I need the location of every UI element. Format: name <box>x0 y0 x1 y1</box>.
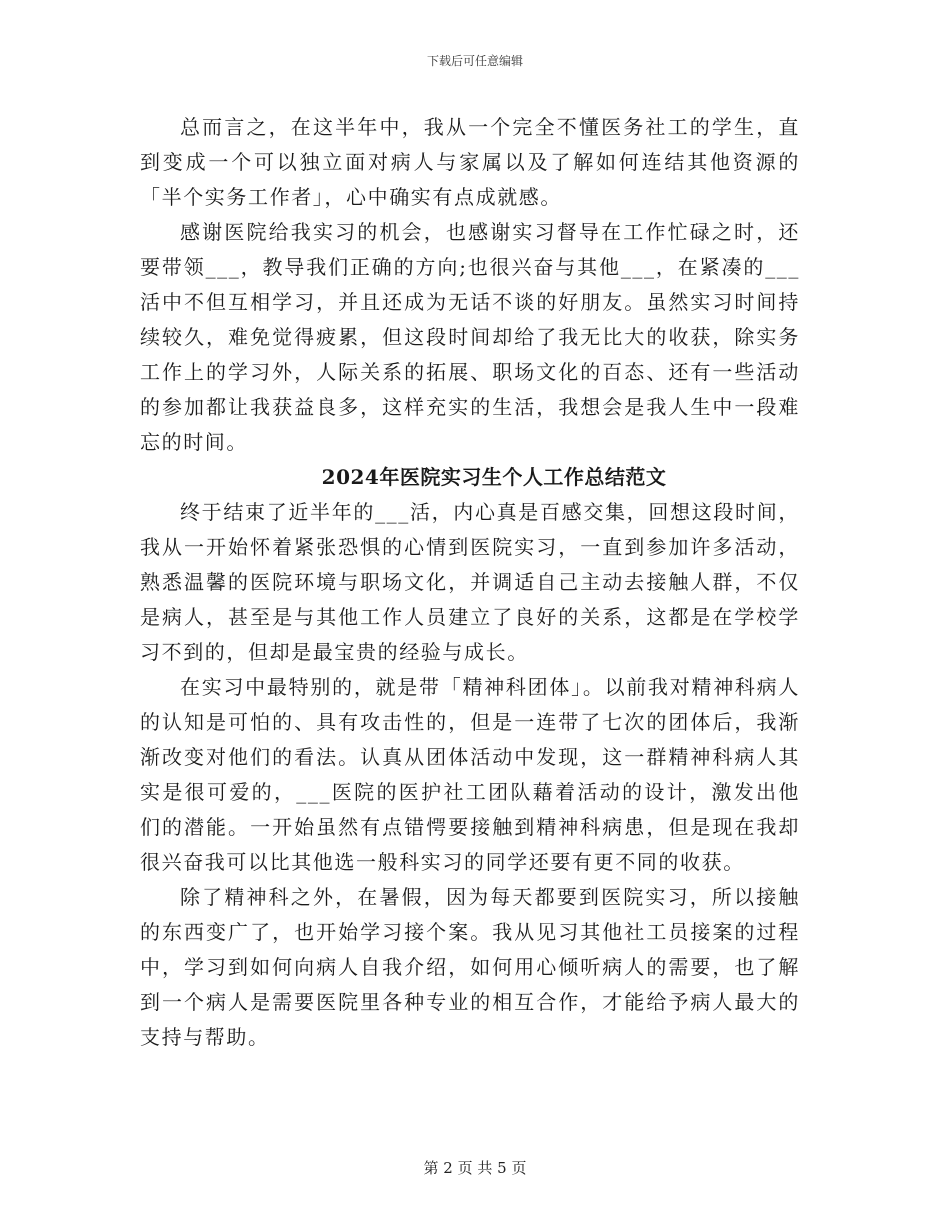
paragraph-summer-cases: 除了精神科之外，在暑假，因为每天都要到医院实习，所以接触的东西变广了，也开始学习接个案。我从见习其他社工员接案的过程中，学习到如何向病人自我介绍，如何用心倾听病人的需要，也了解到一个病人是需要医院里各种专业的相互合作，才能给予病人最大的支持与帮助。 <box>140 885 800 1049</box>
document-body <box>140 110 800 1055</box>
paragraph-thanks: 感谢医院给我实习的机会，也感谢实习督导在工作忙碌之时，还要带领___，教导我们正确的方向;也很兴奋与其他___，在紧凑的___活中不但互相学习，并且还成为无话不谈的好朋友。虽然实习时间持续较久，难免觉得疲累，但这段时间却给了我无比大的收获，除实务工作上的学习外，人际关系的拓展、职场文化的百态、还有一些活动的参加都让我获益良多，这样充实的生活，我想会是我人生中一段难忘的时间。 <box>140 220 800 454</box>
paragraph-summary: 总而言之，在这半年中，我从一个完全不懂医务社工的学生，直到变成一个可以独立面对病人与家属以及了解如何连结其他资源的「半个实务工作者」，心中确实有点成就感。 <box>140 115 800 209</box>
paragraph-psychiatry-group: 在实习中最特别的，就是带「精神科团体」。以前我对精神科病人的认知是可怕的、具有攻击性的，但是一连带了七次的团体后，我渐渐改变对他们的看法。认真从团体活动中发现，这一群精神科病人其实是很可爱的，___医院的医护社工团队藉着活动的设计，激发出他们的潜能。一开始虽然有点错愕要接触到精神科病患，但是现在我却很兴奋我可以比其他选一般科实习的同学还要有更不同的收获。 <box>140 675 800 874</box>
page-header: 下载后可任意编辑 <box>426 54 523 68</box>
page-number: 第 2 页 共 5 页 <box>423 1159 527 1177</box>
section-title: 2024年医院实习生个人工作总结范文 <box>321 465 667 489</box>
paragraph-intro: 终于结束了近半年的___活，内心真是百感交集，回想这段时间，我从一开始怀着紧张恐惧的心情到医院实习，一直到参加许多活动，熟悉温馨的医院环境与职场文化，并调适自己主动去接触人群，不仅是病人，甚至是与其他工作人员建立了良好的关系，这都是在学校学习不到的，但却是最宝贵的经验与成长。 <box>140 500 800 664</box>
